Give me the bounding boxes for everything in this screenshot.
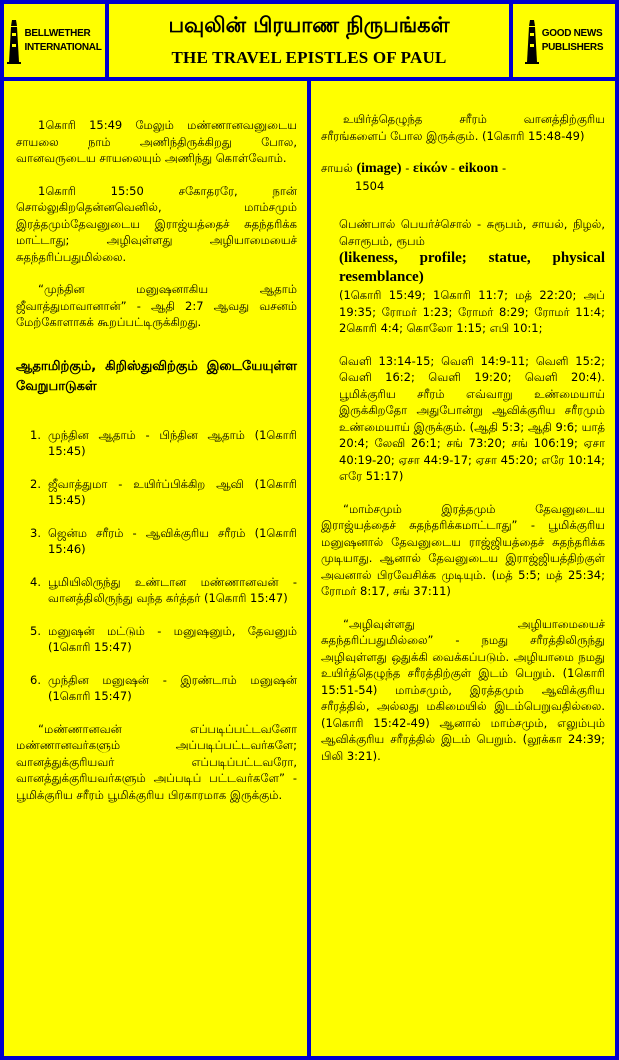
right-paragraph-2: வெளி 13:14-15; வெளி 14:9-11; வெளி 15:2; வெளி 16:2; வெளி 19:20; வெளி 20:4). பூமிக்குரிய சரீரம் எவ்வாறு உண்மையாய் இருக்கிறதோ அதுபோன்று ஆவிக்குரிய சரீரமும் உண்மையாய் இருக்கும். (ஆதி 5:3; ஆதி 9:6; யாத் 20:4; லேவி 26:1; சங் 73:20; சங் 106:19; ஏசா 40:19-20; ஏசா 44:9-17; ஏசா 45:20; எரே 10:14; எரே 51:17) [339,353,605,483]
definition-block [321,216,605,337]
definition-references: (1கொரி 15:49; 1கொரி 11:7; மத் 22:20; அப் 19:35; ரோமர் 1:23; ரோமர் 8:29; ரோமர் 11:4; 2கொரி 4:4; கொலோ 1:15; எபி 10:1; [339,288,605,335]
definition-tamil: பெண்பால் பெயர்ச்சொல் - சுரூபம், சாயல், நிழல், சொரூபம், ரூபம் [339,217,605,248]
list-item: 5. மனுஷன் மட்டும் - மனுஷனும், தேவனும் (1கொரி 15:47) [30,623,297,654]
left-paragraph-1: 1கொரி 15:49 மேலும் மண்ணானவனுடைய சாயலை நாம் அணிந்திருக்கிறது போல, வானவருடைய சாயலையும் அணிந்து கொள்வோம். [16,118,297,165]
logo-right-line1: GOOD NEWS [541,27,603,39]
header-title [109,4,509,77]
definition-english: (likeness, profile; statue, physical resemblance) [339,250,605,285]
strongs-number: 1504 [355,178,385,193]
right-paragraph-1: உயிர்த்தெழுந்த சரீரம் வானத்திற்குரிய சரீரங்களைப் போல இருக்கும். (1கொரி 15:48-49) [321,112,605,143]
title-english: THE TRAVEL EPISTLES OF PAUL [171,48,447,67]
logo-right-line2: PUBLISHERS [541,41,604,53]
lighthouse-icon [7,18,21,64]
lighthouse-icon [525,18,539,64]
right-paragraph-4: “அழிவுள்ளது அழியாமையைச் சுதந்தரிப்பதுமில்லை” - நமது சரீரத்திலிருந்து அழிவுள்ளது ஒதுக்கி வைக்கப்படும். அழியாமை நமது உயிர்த்தெழுந்த சரீரத்திற்குள் இடம் பெறும். (1கொரி 15:51-54) மாம்சமும், இரத்தமும் ஆவிக்குரிய சரீரத்தில், அல்லது மகிமையில் இடம்பெறுவதில்லை. (1கொரி 15:42-49) ஆனால் மாம்சமும், எலும்பும் ஆவிக்குரிய சரீரத்தில் இடம் பெறும். (லூக்கா 24:39; பிலி 3:21). [321,616,605,763]
logo-left-line1: BELLWETHER [24,27,91,39]
term-greek: εἰκών [413,161,448,176]
left-column [4,81,307,1056]
bellwether-logo [4,4,105,77]
term-line: சாயல் (image) - εἰκών - eikoon - 1504 [321,161,507,193]
section-heading: ஆதாமிற்கும், கிறிஸ்துவிற்கும் இடையேயுள்ள வேறுபாடுகள் [16,358,297,394]
right-paragraph-3: “மாம்சமும் இரத்தமும் தேவனுடைய இராஜ்யத்தைச் சுதந்தரிக்கமாட்டாது” - பூமிக்குரிய மனுஷனால் தேவனுடைய ராஜ்ஜியத்தைச் சுதந்தரிக்க முடியாது. ஆனால் தேவனுடைய இராஜ்ஜியத்திற்குள் அவனால் பிரவேசிக்க முடியும். (மத் 5:5; மத் 25:34; ரோமர் 8:17, சங் 37:11) [321,501,605,598]
list-item: 6. முந்தின மனுஷன் - இரண்டாம் மனுஷன் (1கொரி 15:47) [30,672,297,703]
logo-left-line2: INTERNATIONAL [24,41,102,53]
left-paragraph-3: “முந்தின மனுஷனாகிய ஆதாம் ஜீவாத்துமாவானான்” - ஆதி 2:7 ஆவது வசனம் மேற்கோளாகக் கூறப்பட்டிருக்கிறது. [16,282,297,329]
differences-list [16,427,297,705]
term-english: (image) [356,161,402,176]
list-item: 1. முந்தின ஆதாம் - பிந்தின ஆதாம் (1கொரி 15:45) [30,427,297,458]
list-item: 2. ஜீவாத்துமா - உயிர்ப்பிக்கிற ஆவி (1கொரி 15:45) [30,476,297,507]
left-paragraph-4: “மண்ணானவன் எப்படிப்பட்டவனோ மண்ணானவர்களும் அப்படிப்பட்டவர்களே; வானத்துக்குரியவர் எப்படிப்பட்டவரோ, வானத்துக்குரியவர்களும் அப்படிப் பட்டவர்களே” - பூமிக்குரிய சரீரம் பூமிக்குரிய பிரகாரமாக இருக்கும். [16,721,297,802]
left-paragraph-2: 1கொரி 15:50 சகோதரரே, நான் சொல்லுகிறதென்னவெனில், மாம்சமும் இரத்தமும்தேவனுடைய இராஜ்யத்தைச் சுதந்தரிக்க மாட்டாது; அழிவுள்ளது அழியாமையைச் சுதந்தரிப்பதுமில்லை. [16,183,297,264]
list-item: 3. ஜென்ம சரீரம் - ஆவிக்குரிய சரீரம் (1கொரி 15:46) [30,525,297,556]
term-transliteration: eikoon [458,161,499,176]
term-tamil: சாயல் [321,161,353,175]
title-tamil: பவுலின் பிரயாண நிருபங்கள் [168,13,450,37]
list-item: 4. பூமியிலிருந்து உண்டான மண்ணானவன் - வானத்திலிருந்து வந்த கர்த்தர் (1கொரி 15:47) [30,574,297,605]
right-column [311,81,615,1056]
good-news-logo [513,4,615,77]
